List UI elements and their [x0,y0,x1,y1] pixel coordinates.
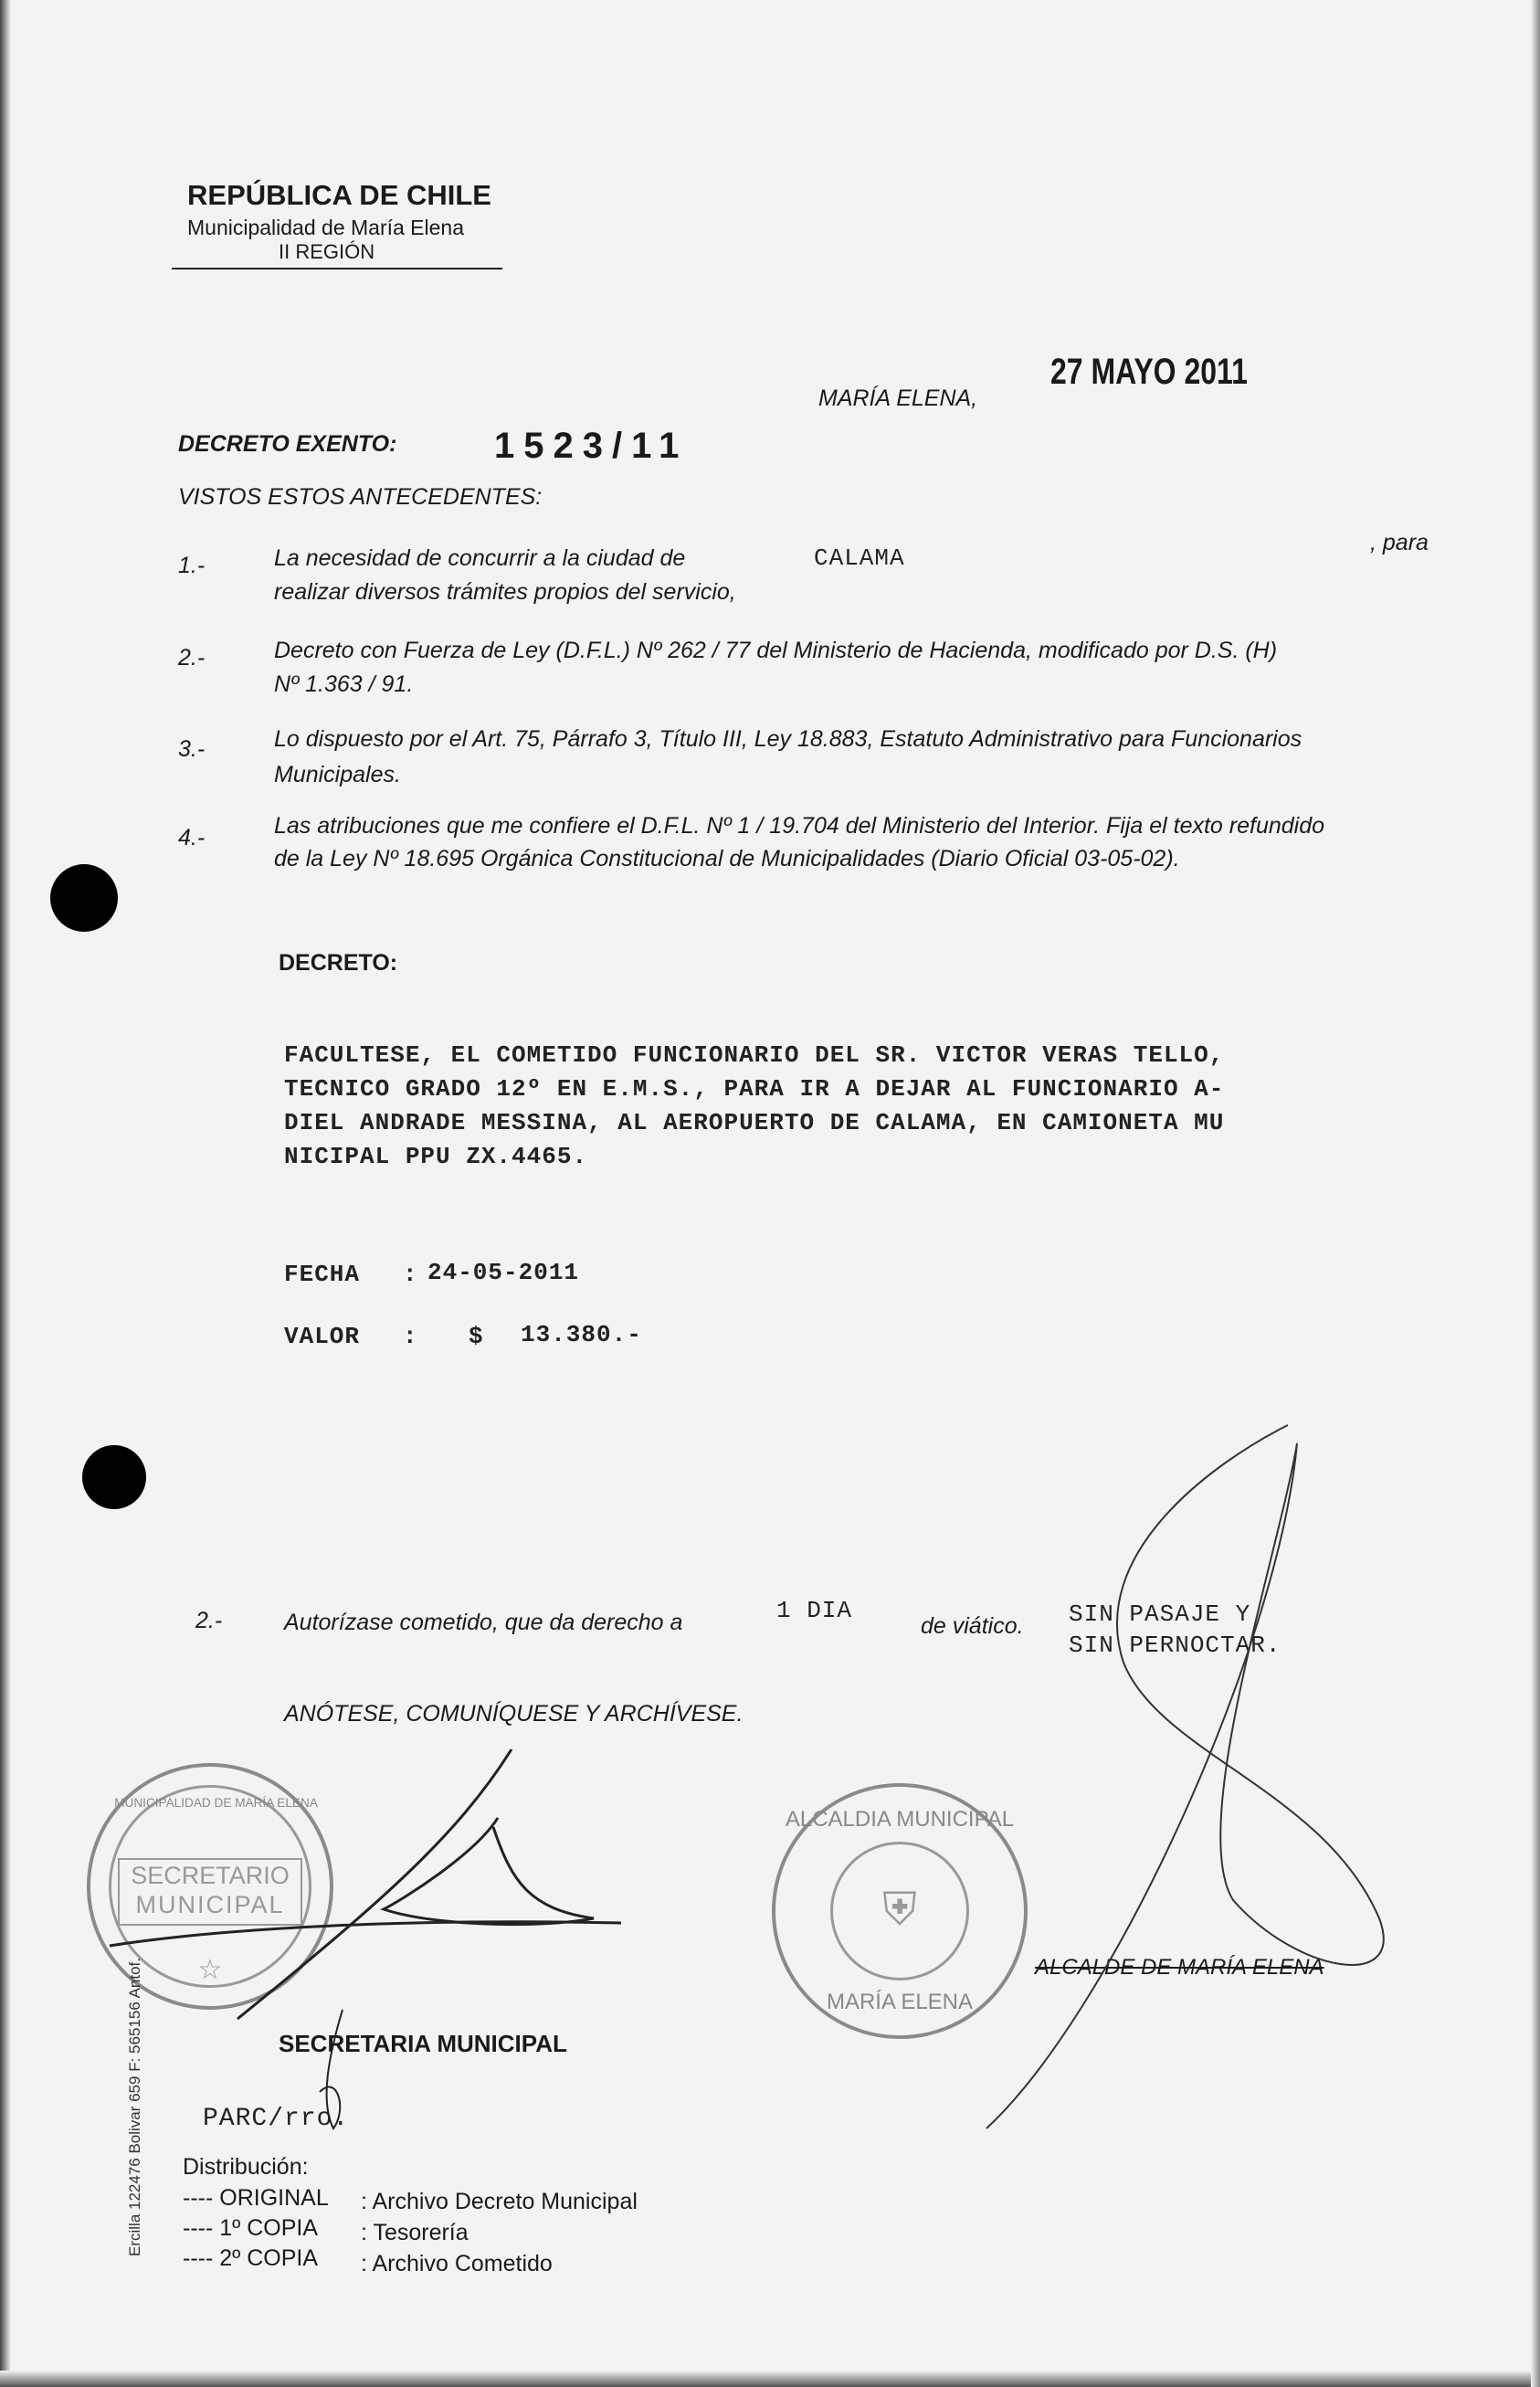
scan-border-right [1531,0,1540,2387]
visto-3-line1: Lo dispuesto por el Art. 75, Párrafo 3, Título III, Ley 18.883, Estatuto Administrativo para Funcionarios [274,726,1303,752]
item2-text: Autorízase cometido, que da derecho a [284,1610,683,1635]
visto-1-suffix: , para [1370,530,1429,555]
stamp-center-2: MUNICIPAL [135,1891,285,1918]
decreto-line: FACULTESE, EL COMETIDO FUNCIONARIO DEL SR. VICTOR VERAS TELLO, [284,1041,1225,1069]
mayor-signature [986,1425,1384,2128]
punch-hole [82,1445,146,1509]
mayor-signer-label: ALCALDE DE MARÍA ELENA [1035,1955,1324,1980]
visto-2-line2: Nº 1.363 / 91. [274,671,414,697]
item2-number: 2.- [195,1608,223,1633]
valor-separator: : [403,1323,418,1350]
secretary-signer-label: SECRETARIA MUNICIPAL [279,2030,567,2057]
distribution-dest: : Archivo Cometido [361,2251,553,2276]
visto-1-line2: realizar diversos trámites propios del servicio, [274,579,736,605]
star-icon: ☆ [197,1955,223,1985]
closing-formula: ANÓTESE, COMUNÍQUESE Y ARCHÍVESE. [284,1701,744,1727]
region-name: II REGIÓN [279,240,375,263]
decreto-line: DIEL ANDRADE MESSINA, AL AEROPUERTO DE CALAMA, EN CAMIONETA MU [284,1109,1225,1136]
distribution-copy: ---- 2º COPIA [183,2245,319,2271]
secretary-stamp [87,1763,333,2010]
visto-3-line2: Municipales. [274,762,401,787]
valor-value: 13.380.- [521,1321,642,1348]
visto-1-city: CALAMA [814,544,905,572]
decreto-heading: DECRETO: [279,950,398,976]
coat-of-arms-icon: ⛨ [882,1884,917,1935]
stamp-center-1: SECRETARIO [131,1862,290,1889]
valor-label: VALOR [284,1323,361,1350]
stamp-ring-text: MUNICIPALIDAD DE MARÍA ELENA [114,1796,318,1811]
item2-days: 1 DIA [776,1597,853,1624]
item2-suffix: de viático. [921,1613,1024,1639]
decreto-line: NICIPAL PPU ZX.4465. [284,1143,588,1170]
visto-2-line1: Decreto con Fuerza de Ley (D.F.L.) Nº 262 / 77 del Ministerio de Hacienda, modificado por D.S. (H) [274,638,1278,663]
decree-number: 1523/11 [494,426,689,466]
stamp-ring-bottom: MARÍA ELENA [826,1990,974,2014]
distribution-copy: ---- 1º COPIA [183,2215,319,2241]
distribution-heading: Distribución: [183,2154,309,2180]
distribution-copy: ---- ORIGINAL [183,2185,329,2211]
printer-note: Ercilla 122476 Bolivar 659 F: 565156 Antof. [126,1958,143,2256]
mayor-stamp [772,1783,1028,2039]
decree-label: DECRETO EXENTO: [178,431,397,457]
visto-1-number: 1.- [178,553,206,578]
visto-4-line2: de la Ley Nº 18.695 Orgánica Constitucional de Municipalidades (Diario Oficial 03-05-02). [274,846,1180,871]
distribution-dest: : Archivo Decreto Municipal [361,2189,638,2214]
visto-1-line1: La necesidad de concurrir a la ciudad de [274,545,686,571]
date-stamp: 27 MAYO 2011 [1050,352,1248,392]
decreto-line: TECNICO GRADO 12º EN E.M.S., PARA IR A DEJAR AL FUNCIONARIO A- [284,1075,1225,1103]
municipality-name: Municipalidad de María Elena [187,216,465,239]
fecha-value: 24-05-2011 [427,1259,580,1286]
vistos-heading: VISTOS ESTOS ANTECEDENTES: [178,484,543,510]
initials: PARC/rro. [203,2105,350,2133]
punch-hole [50,864,118,932]
visto-4-line1: Las atribuciones que me confiere el D.F.L. Nº 1 / 19.704 del Ministerio del Interior. Fija el texto refundido [274,813,1325,839]
fecha-label: FECHA [284,1261,361,1288]
visto-3-number: 3.- [178,736,206,762]
fecha-separator: : [403,1261,418,1288]
item2-note-1: SIN PASAJE Y [1069,1600,1251,1628]
visto-4-number: 4.- [178,825,206,850]
item2-note-2: SIN PERNOCTAR. [1069,1632,1282,1659]
scan-border-bottom [0,2371,1540,2387]
place-label: MARÍA ELENA, [818,386,978,411]
distribution-dest: : Tesorería [361,2220,469,2245]
scan-border-left [0,0,11,2387]
header-rule [172,268,502,269]
stamp-ring-top: ALCALDIA MUNICIPAL [785,1807,1015,1832]
country-heading: REPÚBLICA DE CHILE [187,179,491,211]
valor-currency: $ [469,1323,484,1350]
visto-2-number: 2.- [178,645,206,671]
